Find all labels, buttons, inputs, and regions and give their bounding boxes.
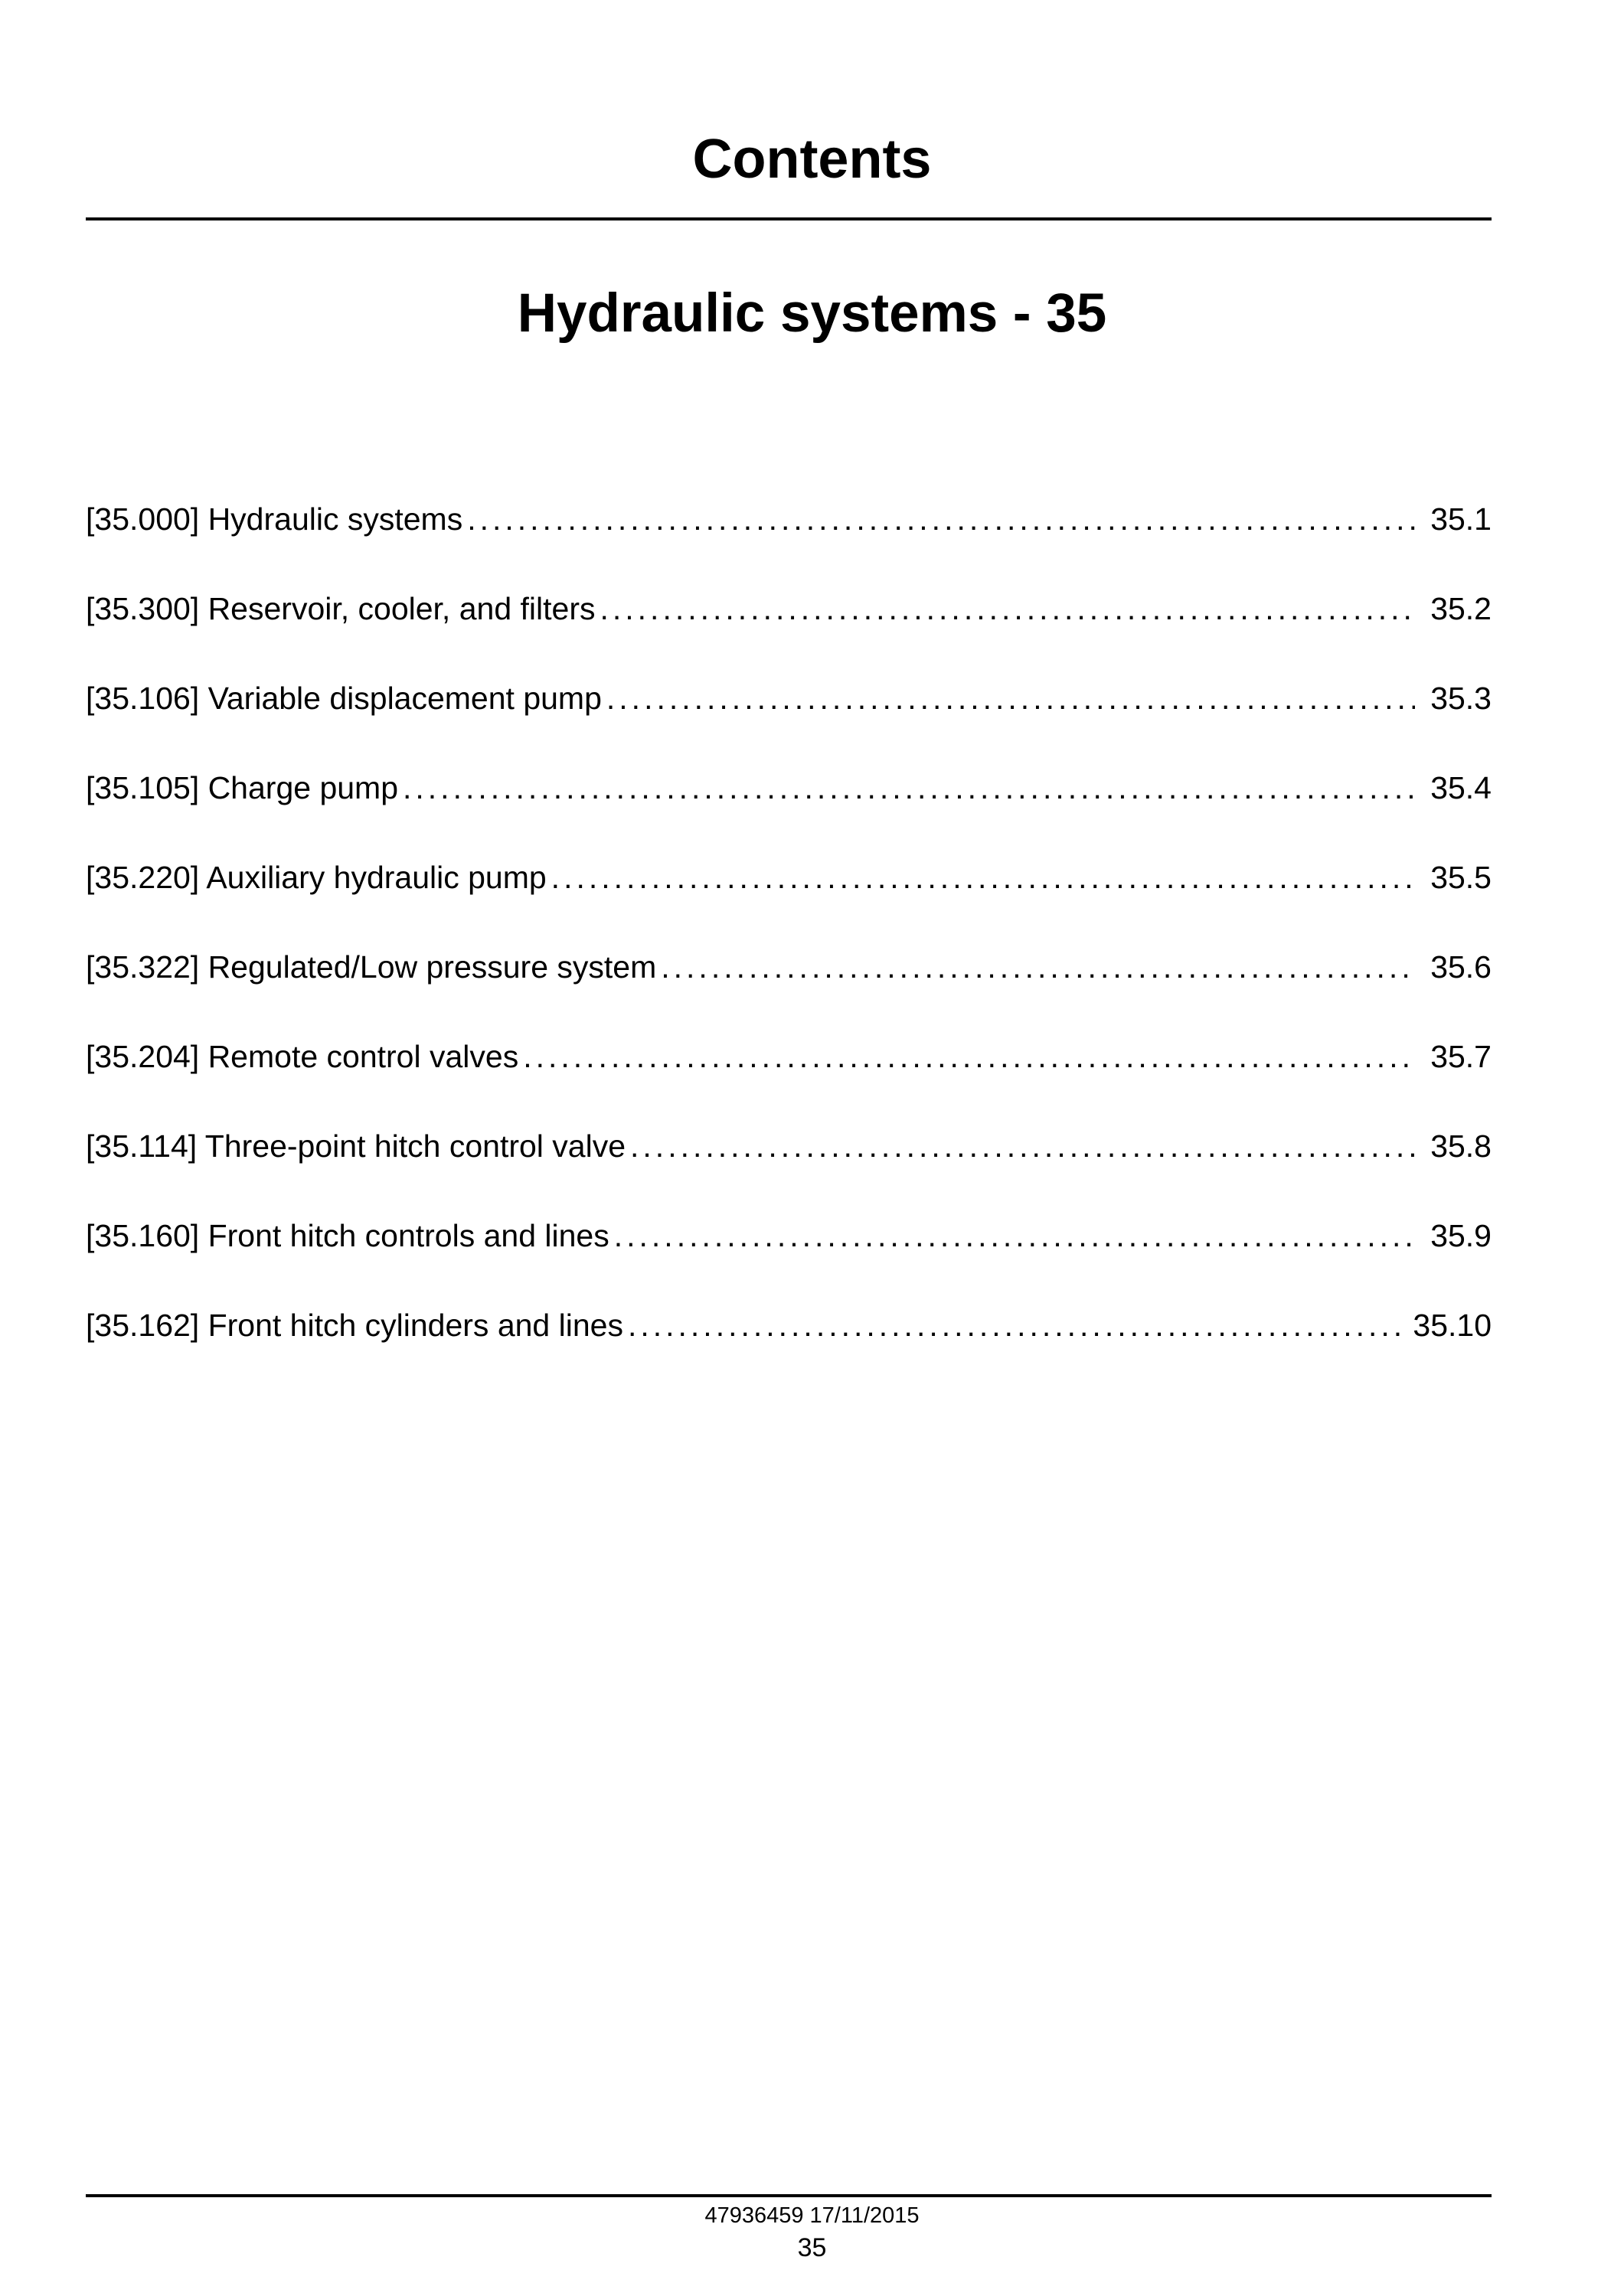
toc-entry-page: 35.2: [1430, 591, 1492, 626]
toc-entry[interactable]: [86, 501, 1492, 593]
toc-entry-label: [35.204] Remote control valves: [86, 1039, 519, 1074]
toc-entry-page: 35.3: [1430, 681, 1492, 716]
toc-dot-leader: [551, 862, 1415, 893]
toc-entry-page: 35.9: [1430, 1218, 1492, 1253]
toc-dot-leader: [403, 772, 1415, 804]
toc-entry-label: [35.220] Auxiliary hydraulic pump: [86, 860, 547, 895]
page-number: 35: [797, 2233, 827, 2262]
header-divider: [86, 217, 1492, 220]
footer-divider: [86, 2194, 1492, 2197]
toc-entry-label: [35.105] Charge pump: [86, 770, 398, 805]
toc-entry-label: [35.106] Variable displacement pump: [86, 681, 602, 716]
toc-entry-page: 35.10: [1413, 1308, 1492, 1343]
toc-entry-label: [35.114] Three-point hitch control valve: [86, 1128, 626, 1164]
toc-entry[interactable]: [86, 772, 1492, 862]
toc-entry-label: [35.322] Regulated/Low pressure system: [86, 949, 657, 985]
toc-entry[interactable]: [86, 593, 1492, 683]
toc-dot-leader: [523, 1041, 1415, 1073]
toc-entry-page: 35.6: [1430, 949, 1492, 985]
toc-entry-label: [35.300] Reservoir, cooler, and filters: [86, 591, 596, 626]
toc-dot-leader: [661, 952, 1415, 983]
toc-entry-label: [35.162] Front hitch cylinders and lines: [86, 1308, 623, 1343]
toc-entry-page: 35.1: [1430, 501, 1492, 537]
toc-entry[interactable]: [86, 1220, 1492, 1310]
table-of-contents: [86, 501, 1492, 1399]
page-title: Contents: [692, 129, 932, 190]
toc-dot-leader: [614, 1220, 1415, 1252]
toc-entry[interactable]: [86, 683, 1492, 772]
toc-entry[interactable]: [86, 1128, 1492, 1220]
document-code: 47936459 17/11/2015: [704, 2203, 920, 2228]
toc-dot-leader: [628, 1310, 1402, 1341]
toc-entry-page: 35.7: [1430, 1039, 1492, 1074]
toc-entry-page: 35.4: [1430, 770, 1492, 805]
toc-dot-leader: [606, 683, 1415, 714]
toc-dot-leader: [600, 593, 1415, 625]
toc-entry[interactable]: [86, 949, 1492, 1041]
toc-entry-label: [35.000] Hydraulic systems: [86, 501, 463, 537]
toc-dot-leader: [630, 1131, 1415, 1162]
toc-dot-leader: [467, 504, 1415, 535]
toc-entry-page: 35.5: [1430, 860, 1492, 895]
section-title: Hydraulic systems - 35: [517, 283, 1107, 344]
toc-entry-page: 35.8: [1430, 1128, 1492, 1164]
toc-entry[interactable]: [86, 1310, 1492, 1399]
toc-entry-label: [35.160] Front hitch controls and lines: [86, 1218, 609, 1253]
toc-entry[interactable]: [86, 1041, 1492, 1131]
toc-entry[interactable]: [86, 862, 1492, 952]
